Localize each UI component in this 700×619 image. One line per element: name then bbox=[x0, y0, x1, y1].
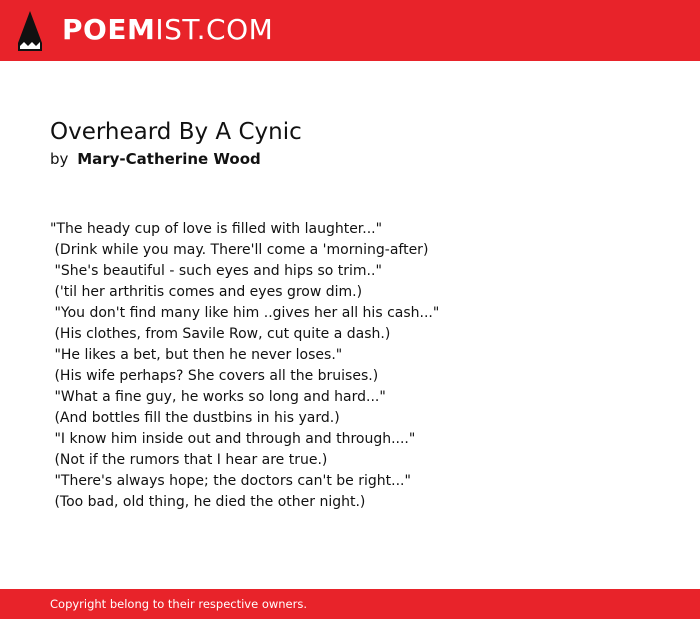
poem-line: "What a fine guy, he works so long and hard..." bbox=[50, 389, 386, 405]
poem-line: "I know him inside out and through and through...." bbox=[50, 431, 416, 447]
poem-line: (His clothes, from Savile Row, cut quite a dash.) bbox=[50, 326, 391, 342]
logo-bold-text: POEM bbox=[62, 13, 156, 46]
by-label: by bbox=[50, 150, 69, 168]
poem-line: (And bottles fill the dustbins in his yard.) bbox=[50, 410, 340, 426]
poem-line: (Too bad, old thing, he died the other night.) bbox=[50, 494, 366, 510]
poem-line: "She's beautiful - such eyes and hips so trim.." bbox=[50, 263, 382, 279]
poem-line: (Drink while you may. There'll come a 'morning-after) bbox=[50, 242, 429, 258]
copyright-notice: Copyright belong to their respective owners. bbox=[50, 597, 308, 611]
poem-line: (Not if the rumors that I hear are true.) bbox=[50, 452, 328, 468]
poem-line: "The heady cup of love is filled with laughter..." bbox=[50, 221, 383, 237]
site-footer bbox=[0, 589, 700, 619]
poem-line: ('til her arthritis comes and eyes grow dim.) bbox=[50, 284, 363, 300]
poem-body bbox=[50, 219, 650, 513]
site-logo[interactable] bbox=[62, 13, 273, 47]
poem-line: "There's always hope; the doctors can't be right..." bbox=[50, 473, 411, 489]
poem-line: "You don't find many like him ..gives her all his cash..." bbox=[50, 305, 440, 321]
poem-line: (His wife perhaps? She covers all the bruises.) bbox=[50, 368, 379, 384]
poem-title: Overheard By A Cynic bbox=[50, 119, 302, 145]
author-name[interactable]: Mary-Catherine Wood bbox=[77, 150, 261, 168]
byline bbox=[50, 149, 261, 169]
logo-light-text: IST.COM bbox=[155, 13, 274, 46]
pencil-icon[interactable] bbox=[17, 10, 43, 52]
site-header bbox=[0, 0, 700, 61]
poem-line: "He likes a bet, but then he never loses." bbox=[50, 347, 343, 363]
